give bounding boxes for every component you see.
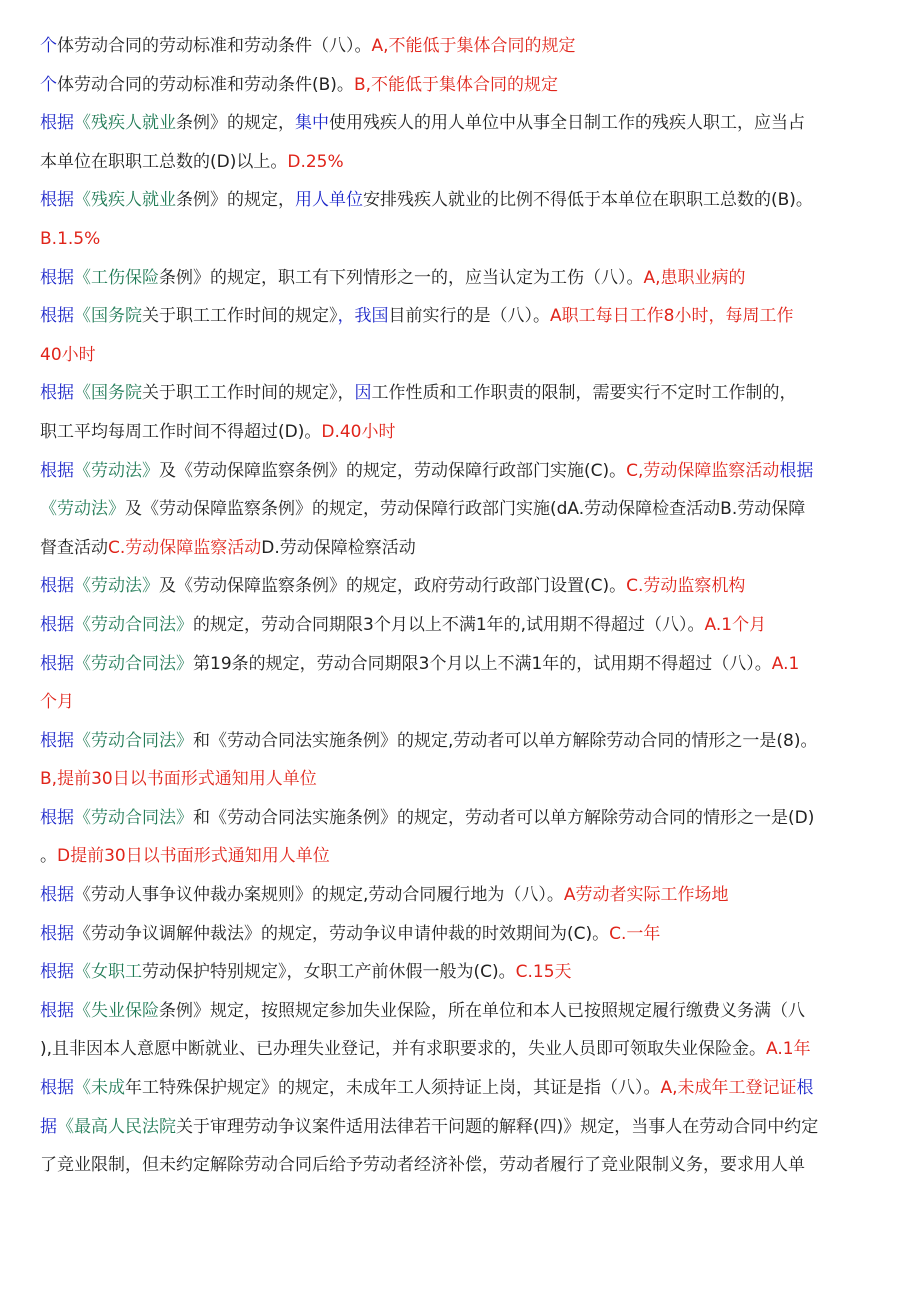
text-run: 的规定，劳动合同期限3个月以上不满1年的,试用期不得超过（八）。 — [193, 614, 705, 635]
text-run: ，我国 — [337, 306, 389, 327]
text-run: D.劳动保障检察活动 — [261, 537, 416, 558]
text-run: 《失业保险 — [74, 1000, 159, 1021]
text-run: 职工平均每周工作时间不得超过(D)。 — [40, 421, 322, 442]
text-line — [40, 837, 886, 876]
text-run: 第19条的规定，劳动合同期限3个月以上不满1年的，试用期不得超过（八）。 — [193, 653, 772, 674]
text-line — [40, 953, 886, 992]
text-run: 使用残疾人的用人单位中从事全日制工作的残疾人职工，应当占 — [329, 113, 805, 134]
text-line — [40, 66, 886, 105]
text-run: 《残疾人就业 — [74, 190, 176, 211]
text-run: 了竞业限制，但未约定解除劳动合同后给予劳动者经济补偿，劳动者履行了竞业限制义务，要求用人单 — [40, 1155, 805, 1176]
text-run: C.一年 — [609, 923, 661, 944]
text-run: 督查活动 — [40, 537, 108, 558]
text-run: 及《劳动保障监察条例》的规定，劳动保障行政部门实施(C)。 — [159, 460, 627, 481]
text-run: 根据 — [40, 383, 74, 404]
text-line — [40, 915, 886, 954]
text-run: 根据 — [40, 885, 74, 906]
text-run: 据 — [40, 1116, 57, 1137]
text-run: C,劳动保障监察活动 — [626, 460, 780, 481]
text-run: D提前30日以书面形式通知用人单位 — [57, 846, 330, 867]
text-run: 《劳动合同法》 — [74, 807, 193, 828]
text-run: 个 — [40, 36, 57, 56]
text-line — [40, 606, 886, 645]
text-run: C.15天 — [515, 962, 572, 983]
text-run: 《劳动法》 — [74, 460, 159, 481]
text-run: A.1个月 — [704, 614, 767, 635]
text-line — [40, 1108, 886, 1147]
text-line — [40, 259, 886, 298]
text-run: 关于职工工作时间的规定》， — [142, 383, 355, 404]
text-run: 根据 — [40, 1078, 74, 1099]
text-run: 《劳动合同法》 — [74, 730, 193, 751]
text-run: ),且非因本人意愿中断就业、已办理失业登记，并有求职要求的，失业人员即可领取失业保险金。 — [40, 1039, 767, 1060]
text-run: 根据 — [40, 807, 74, 828]
text-line — [40, 683, 886, 722]
text-run: 和《劳动合同法实施条例》的规定,劳动者可以单方解除劳动合同的情形之一是(8)。 — [193, 730, 818, 751]
text-line — [40, 567, 886, 606]
text-run: 条例》的规定，职工有下列情形之一的，应当认定为工伤（八）。 — [159, 267, 644, 288]
text-run: 根据 — [40, 267, 74, 288]
text-line — [40, 27, 886, 66]
text-run: 《国务院 — [74, 383, 142, 404]
text-line — [40, 760, 886, 799]
text-run: 及《劳动保障监察条例》的规定，劳动保障行政部门实施(dA.劳动保障检查活动B.劳动保障 — [125, 499, 806, 520]
text-run: B,提前30日以书面形式通知用人单位 — [40, 769, 317, 790]
text-run: 根据 — [40, 653, 74, 674]
text-line — [40, 645, 886, 684]
text-run: A,患职业病的 — [643, 267, 746, 288]
text-line — [40, 220, 886, 259]
text-line — [40, 413, 886, 452]
text-run: 《劳动法》 — [74, 576, 159, 597]
text-line — [40, 992, 886, 1031]
text-run: 劳动保护特别规定》，女职工产前休假一般为(C)。 — [142, 962, 516, 983]
text-line — [40, 181, 886, 220]
text-line — [40, 490, 886, 529]
text-run: 《劳动人事争议仲裁办案规则》的规定,劳动合同履行地为（八）。 — [74, 885, 564, 906]
text-run: A.1年 — [766, 1039, 811, 1060]
text-run: 《劳动争议调解仲裁法》的规定，劳动争议申请仲裁的时效期间为(C)。 — [74, 923, 610, 944]
text-line — [40, 529, 886, 568]
text-run: 《未成 — [74, 1078, 125, 1099]
text-run: 《劳动合同法》 — [74, 614, 193, 635]
text-run: D.40小时 — [321, 421, 396, 442]
text-run: C.劳动监察机构 — [626, 576, 746, 597]
text-run: 条例》的规定， — [176, 113, 295, 134]
text-line — [40, 143, 886, 182]
text-line — [40, 374, 886, 413]
text-line — [40, 297, 886, 336]
text-run: 个月 — [40, 692, 74, 713]
text-run: 个 — [40, 74, 57, 95]
text-run: 关于职工工作时间的规定》 — [142, 306, 338, 327]
text-run: 关于审理劳动争议案件适用法律若干问题的解释(四)》规定，当事人在劳动合同中约定 — [176, 1116, 819, 1137]
text-run: D.25% — [287, 151, 344, 172]
text-run: A,不能低于集体合同的规定 — [371, 36, 576, 56]
text-line — [40, 799, 886, 838]
text-run: 根据 — [40, 730, 74, 751]
text-run: 根据 — [40, 460, 74, 481]
text-run: 条例》规定，按照规定参加失业保险，所在单位和本人已按照规定履行缴费义务满（八 — [159, 1000, 805, 1021]
text-run: 《国务院 — [74, 306, 142, 327]
text-run: 根据 — [40, 113, 74, 134]
text-run: 。 — [40, 846, 57, 867]
text-run: 和《劳动合同法实施条例》的规定，劳动者可以单方解除劳动合同的情形之一是(D) — [193, 807, 815, 828]
text-run: A,未成年工登记证 — [660, 1078, 797, 1099]
text-run: 《残疾人就业 — [74, 113, 176, 134]
text-run: 用人单位 — [295, 190, 363, 211]
text-run: 目前实行的是（八）。 — [388, 306, 550, 327]
text-run: 条例》的规定， — [176, 190, 295, 211]
text-line — [40, 1030, 886, 1069]
text-run: A职工每日工作8小时，每周工作 — [550, 306, 794, 327]
text-run: B,不能低于集体合同的规定 — [353, 74, 559, 95]
text-run: 根据 — [40, 923, 74, 944]
text-run: 工作性质和工作职责的限制，需要实行不定时工作制的， — [371, 383, 797, 404]
text-line — [40, 1069, 886, 1108]
text-line — [40, 1146, 886, 1185]
text-run: 体劳动合同的劳动标准和劳动条件(B)。 — [57, 74, 354, 95]
text-run: 根据 — [40, 1000, 74, 1021]
text-run: 根据 — [40, 614, 74, 635]
text-run: 因 — [354, 383, 372, 404]
text-run: 根据 — [779, 460, 814, 481]
text-run: 根据 — [40, 576, 74, 597]
text-run: A.1 — [771, 653, 800, 674]
text-run: 《工伤保险 — [74, 267, 159, 288]
text-run: 《最高人民法院 — [57, 1116, 176, 1137]
text-run: 体劳动合同的劳动标准和劳动条件（八）。 — [57, 36, 372, 56]
text-line — [40, 336, 886, 375]
text-line — [40, 452, 886, 491]
text-run: 根 — [796, 1078, 814, 1099]
document-body — [40, 27, 886, 1185]
text-run: 根据 — [40, 962, 74, 983]
text-run: 《劳动法》 — [40, 499, 125, 520]
text-run: 本单位在职职工总数的(D)以上。 — [40, 151, 288, 172]
text-run: 40小时 — [40, 344, 96, 365]
text-run: 《劳动合同法》 — [74, 653, 193, 674]
text-run: B.1.5% — [40, 228, 101, 249]
text-run: 根据 — [40, 306, 74, 327]
text-line — [40, 876, 886, 915]
text-run: 及《劳动保障监察条例》的规定，政府劳动行政部门设置(C)。 — [159, 576, 627, 597]
text-run: 根据 — [40, 190, 74, 211]
text-line — [40, 104, 886, 143]
text-run: 安排残疾人就业的比例不得低于本单位在职职工总数的(B)。 — [363, 190, 813, 211]
text-run: A劳动者实际工作场地 — [563, 885, 729, 906]
text-run: 年工特殊保护规定》的规定，未成年工人须持证上岗，其证是指（八）。 — [125, 1078, 661, 1099]
text-run: 《女职工 — [74, 962, 142, 983]
text-line — [40, 722, 886, 761]
text-run: C.劳动保障监察活动 — [108, 537, 262, 558]
text-run: 集中 — [295, 113, 329, 134]
